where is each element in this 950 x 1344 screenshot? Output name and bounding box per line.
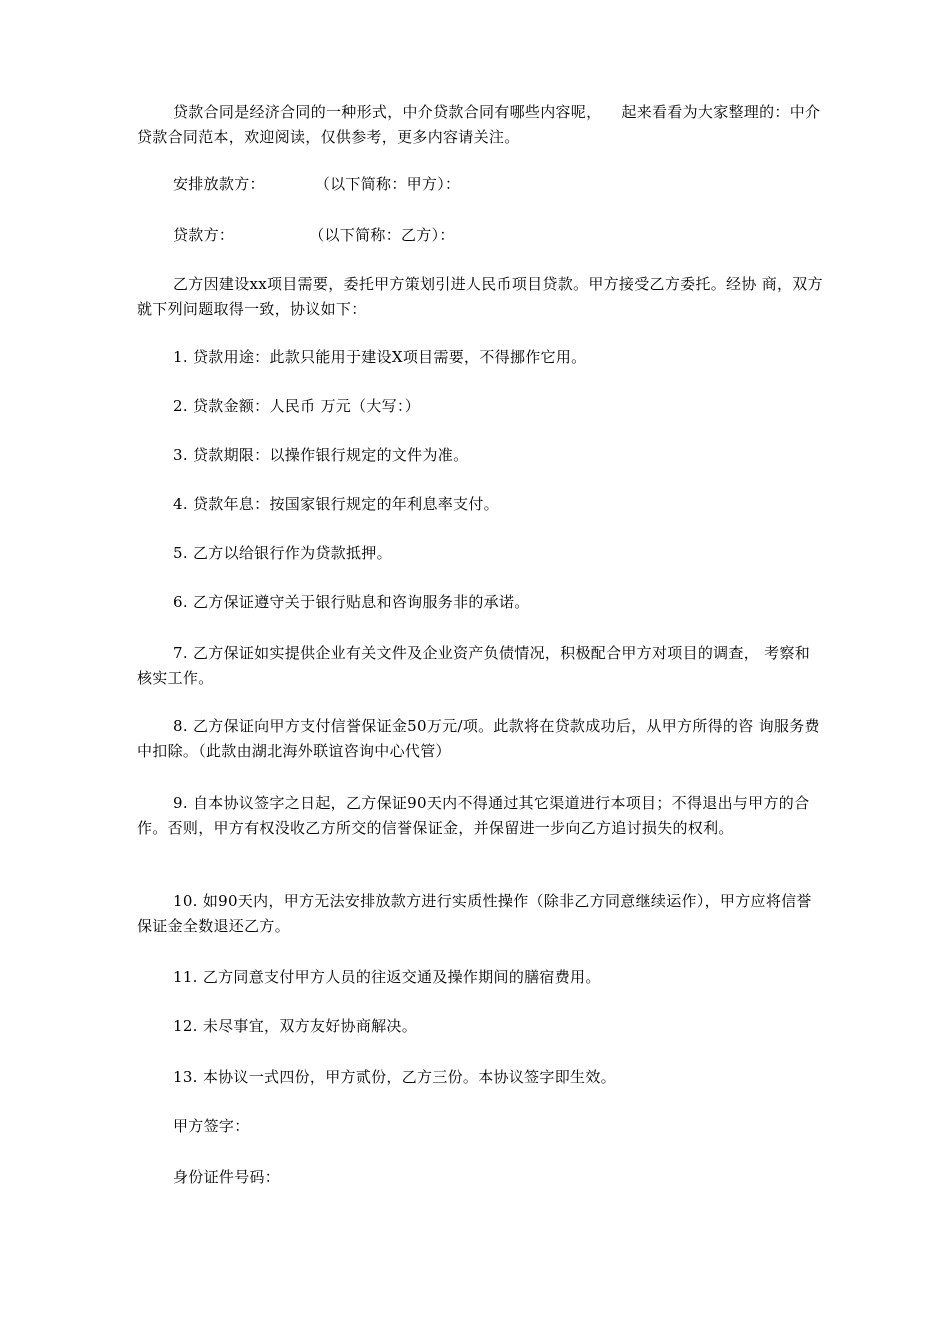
clause-8: 8. 乙方保证向甲方支付信誉保证金50万元/项。此款将在贷款成功后，从甲方所得的咨 询服务费中扣除。（此款由湖北海外联谊咨询中心代管） bbox=[137, 717, 820, 760]
clause-13: 13. 本协议一式四份，甲方贰份，乙方三份。本协议签字即生效。 bbox=[173, 1068, 616, 1086]
clause-9: 9. 自本协议签字之日起，乙方保证90天内不得通过其它渠道进行本项目；不得退出与甲方的合作。否则，甲方有权没收乙方所交的信誉保证金，并保留进一步向乙方追讨损失的权利。 bbox=[137, 794, 810, 837]
intro-text-part1: 贷款合同是经济合同的一种形式，中介贷款合同有哪些内容呢， bbox=[173, 103, 602, 121]
clause-11: 11. 乙方同意支付甲方人员的往返交通及操作期间的膳宿费用。 bbox=[173, 968, 601, 986]
borrower-alias: （以下简称：乙方）： bbox=[309, 226, 455, 244]
borrower-line bbox=[137, 223, 825, 248]
lender-line bbox=[137, 172, 825, 197]
clause-4: 4. 贷款年息：按国家银行规定的年利息率支付。 bbox=[173, 495, 499, 513]
clause-7: 7. 乙方保证如实提供企业有关文件及企业资产负债情况，积极配合甲方对项目的调查， 考察和核实工作。 bbox=[137, 644, 811, 687]
clause-1: 1. 贷款用途：此款只能用于建设X项目需要，不得挪作它用。 bbox=[173, 348, 587, 366]
clause-2: 2. 贷款金额：人民币 万元（大写：） bbox=[173, 397, 421, 415]
clause-5: 5. 乙方以给银行作为贷款抵押。 bbox=[173, 544, 392, 562]
intro-paragraph bbox=[137, 100, 825, 150]
clause-6: 6. 乙方保证遵守关于银行贴息和咨询服务非的承诺。 bbox=[173, 593, 530, 611]
borrower-label: 贷款方： bbox=[173, 226, 235, 244]
clause-10: 10. 如90天内，甲方无法安排放款方进行实质性操作（除非乙方同意继续运作），甲方应将信誉保证金全数退还乙方。 bbox=[137, 892, 812, 935]
id-number-label: 身份证件号码： bbox=[173, 1168, 281, 1186]
clause-12: 12. 未尽事宜，双方友好协商解决。 bbox=[173, 1017, 418, 1035]
lender-label: 安排放款方： bbox=[173, 175, 265, 193]
lender-alias: （以下简称：甲方）： bbox=[314, 175, 461, 193]
clause-3: 3. 贷款期限：以操作银行规定的文件为准。 bbox=[173, 446, 469, 464]
preamble-paragraph: 乙方因建设xx项目需要，委托甲方策划引进人民币项目贷款。甲方接受乙方委托。经协 商，双方就下列问题取得一致，协议如下： bbox=[137, 275, 823, 318]
intro-text-part2: 起来看看为大家整理的：中介贷款合同范本，欢迎阅读，仅供参考，更多内容请关注。 bbox=[137, 103, 821, 146]
signature-label: 甲方签字： bbox=[173, 1117, 250, 1135]
